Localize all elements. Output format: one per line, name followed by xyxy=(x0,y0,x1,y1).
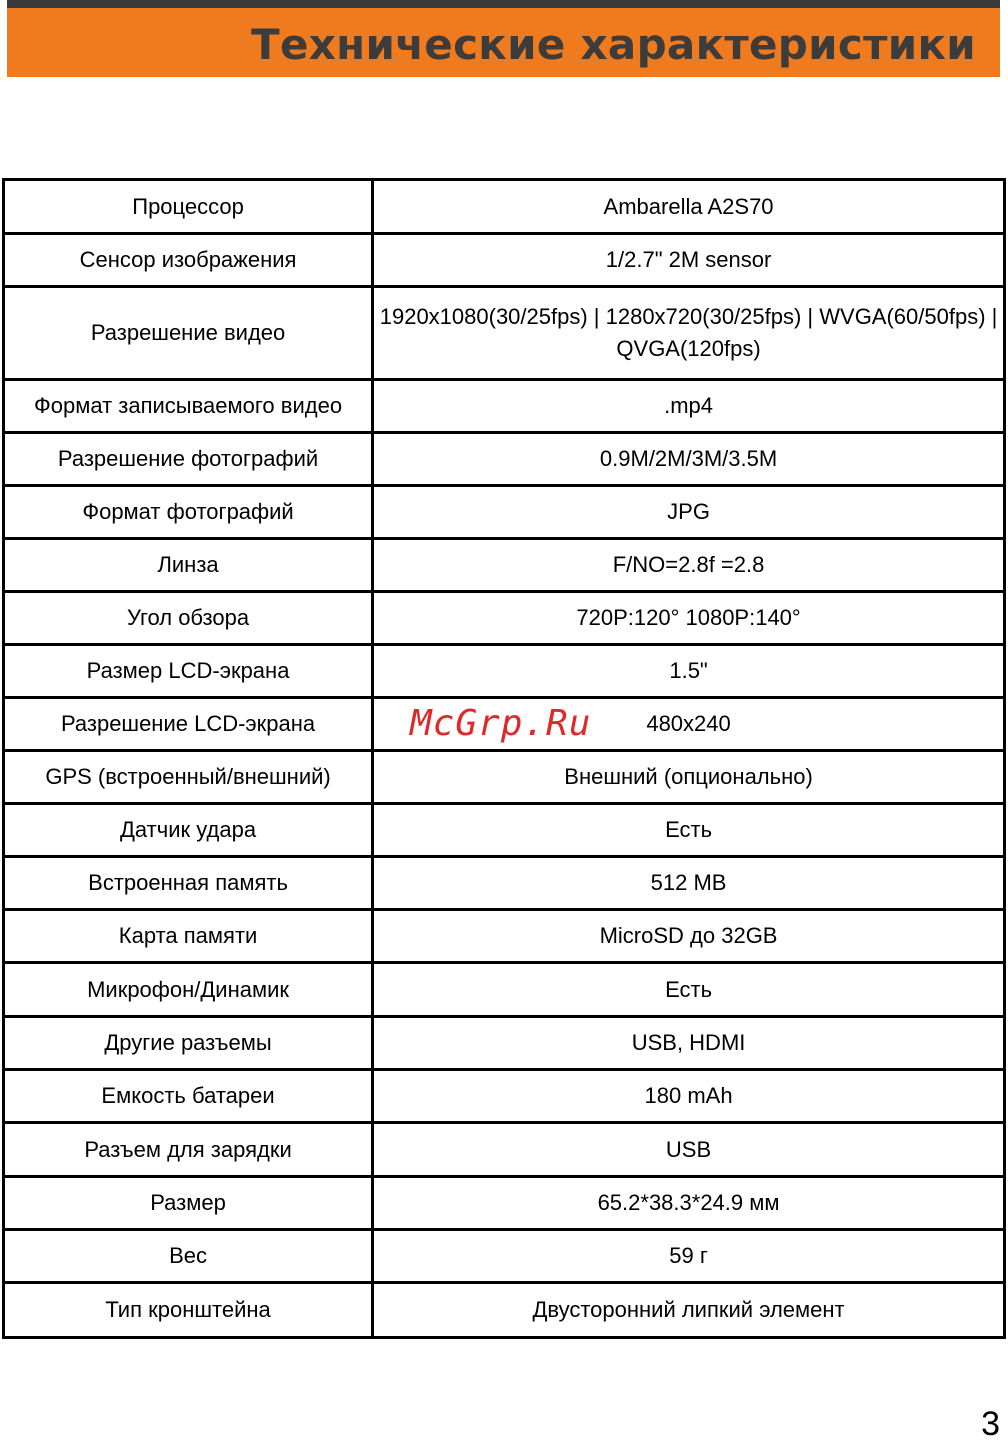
spec-row-gps xyxy=(4,751,1005,804)
specs-table xyxy=(2,178,1006,1339)
spec-row-photo-resolution xyxy=(4,433,1005,486)
spec-param: Процессор xyxy=(4,180,373,234)
spec-param: Датчик удара xyxy=(4,804,373,857)
spec-param: Вес xyxy=(4,1230,373,1283)
spec-value: 1920x1080(30/25fps) | 1280x720(30/25fps) | WVGA(60/50fps) | QVGA(120fps) xyxy=(373,287,1005,380)
spec-param: Встроенная память xyxy=(4,857,373,910)
spec-value: 720P:120° 1080P:140° xyxy=(373,592,1005,645)
spec-row-lens xyxy=(4,539,1005,592)
spec-param: Тип кронштейна xyxy=(4,1283,373,1338)
spec-value: 0.9M/2M/3M/3.5M xyxy=(373,433,1005,486)
spec-row-dimensions xyxy=(4,1177,1005,1230)
spec-row-processor xyxy=(4,180,1005,234)
spec-param: Формат записываемого видео xyxy=(4,380,373,433)
spec-row-other-ports xyxy=(4,1017,1005,1070)
spec-value: 65.2*38.3*24.9 мм xyxy=(373,1177,1005,1230)
top-rule xyxy=(7,0,1000,8)
spec-value: JPG xyxy=(373,486,1005,539)
spec-value: USB, HDMI xyxy=(373,1017,1005,1070)
spec-value: Есть xyxy=(373,804,1005,857)
page-number: 3 xyxy=(981,1405,1000,1443)
spec-row-weight xyxy=(4,1230,1005,1283)
spec-value: 1/2.7" 2M sensor xyxy=(373,234,1005,287)
spec-row-video-resolution xyxy=(4,287,1005,380)
spec-value: MicroSD до 32GB xyxy=(373,910,1005,963)
spec-param: Формат фотографий xyxy=(4,486,373,539)
spec-value: 59 г xyxy=(373,1230,1005,1283)
spec-value: USB xyxy=(373,1123,1005,1177)
spec-param: Размер LCD-экрана xyxy=(4,645,373,698)
spec-param: Разрешение фотографий xyxy=(4,433,373,486)
spec-param: Микрофон/Динамик xyxy=(4,963,373,1017)
spec-row-photo-format xyxy=(4,486,1005,539)
spec-param: Карта памяти xyxy=(4,910,373,963)
spec-row-battery xyxy=(4,1070,1005,1123)
spec-param: GPS (встроенный/внешний) xyxy=(4,751,373,804)
spec-value: F/NO=2.8f =2.8 xyxy=(373,539,1005,592)
spec-param: Сенсор изображения xyxy=(4,234,373,287)
spec-value: 512 MB xyxy=(373,857,1005,910)
spec-row-internal-memory xyxy=(4,857,1005,910)
spec-row-video-format xyxy=(4,380,1005,433)
spec-param: Другие разъемы xyxy=(4,1017,373,1070)
spec-value: Двусторонний липкий элемент xyxy=(373,1283,1005,1338)
spec-row-mic-speaker xyxy=(4,963,1005,1017)
spec-row-charging-port xyxy=(4,1123,1005,1177)
spec-row-lcd-size xyxy=(4,645,1005,698)
spec-value: 480x240 xyxy=(373,698,1005,751)
spec-value: 1.5" xyxy=(373,645,1005,698)
spec-value: Внешний (опционально) xyxy=(373,751,1005,804)
spec-param: Разъем для зарядки xyxy=(4,1123,373,1177)
spec-row-memory-card xyxy=(4,910,1005,963)
page-title: Технические характеристики xyxy=(251,20,976,69)
spec-param: Линза xyxy=(4,539,373,592)
spec-row-view-angle xyxy=(4,592,1005,645)
spec-value: Есть xyxy=(373,963,1005,1017)
spec-row-image-sensor xyxy=(4,234,1005,287)
spec-value: 180 mAh xyxy=(373,1070,1005,1123)
spec-param: Разрешение LCD-экрана xyxy=(4,698,373,751)
header-band xyxy=(7,8,1000,77)
spec-param: Размер xyxy=(4,1177,373,1230)
spec-value: .mp4 xyxy=(373,380,1005,433)
spec-param: Угол обзора xyxy=(4,592,373,645)
spec-param: Емкость батареи xyxy=(4,1070,373,1123)
watermark: McGrp.Ru xyxy=(410,703,592,744)
spec-row-mount-type xyxy=(4,1283,1005,1338)
spec-param: Разрешение видео xyxy=(4,287,373,380)
spec-value: Ambarella A2S70 xyxy=(373,180,1005,234)
spec-row-shock-sensor xyxy=(4,804,1005,857)
